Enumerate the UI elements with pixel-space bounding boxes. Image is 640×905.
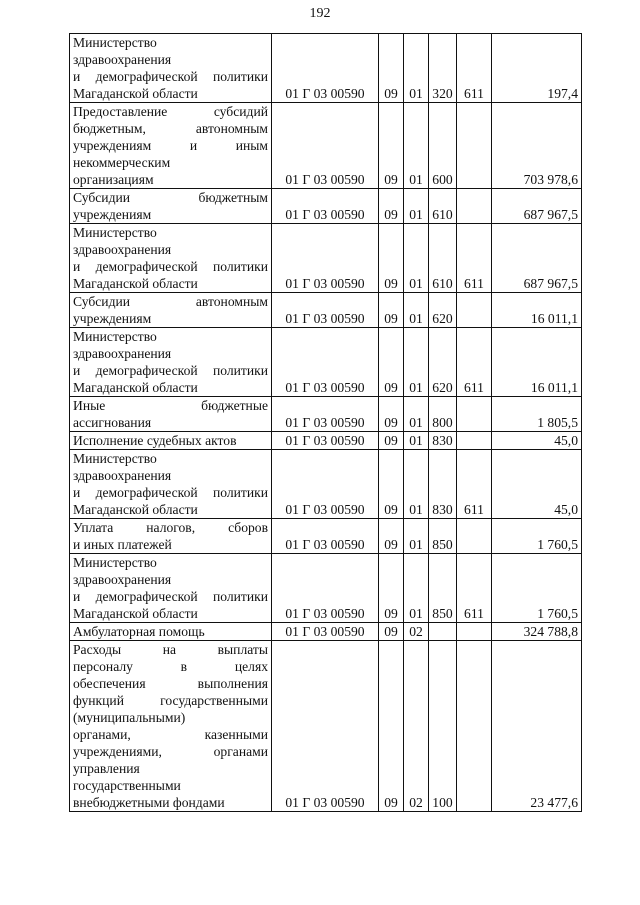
department-code-cell [457,397,492,432]
expense-type-cell: 610 [429,224,457,293]
item-name-line: Магаданской области [73,380,198,395]
item-name-line: некоммерческим [73,155,171,170]
item-name-line: и демографической политики [73,259,268,274]
item-name-line: учреждениям [73,207,152,222]
section-cell: 09 [379,450,404,519]
item-name-cell [70,623,272,641]
section-cell: 09 [379,432,404,450]
department-code-cell [457,189,492,224]
item-name-line: и демографической политики [73,485,268,500]
subsection-cell: 01 [404,554,429,623]
table-row [70,189,582,224]
amount-cell: 23 477,6 [492,641,582,812]
section-cell: 09 [379,103,404,189]
item-name-line: Уплата налогов, сборов [73,520,268,535]
classification-code-cell: 01 Г 03 00590 [272,554,379,623]
classification-code-cell: 01 Г 03 00590 [272,623,379,641]
item-name-line: персоналу в целях [73,659,268,674]
section-cell: 09 [379,397,404,432]
subsection-cell: 01 [404,397,429,432]
item-name-cell [70,397,272,432]
item-name-line: Субсидии автономным [73,294,268,309]
amount-cell: 197,4 [492,34,582,103]
expense-type-cell [429,623,457,641]
department-code-cell [457,623,492,641]
expense-type-cell: 800 [429,397,457,432]
item-name-line: обеспечения выполнения [73,676,268,691]
expense-type-cell: 100 [429,641,457,812]
item-name-line: здравоохранения [73,572,172,587]
amount-cell: 703 978,6 [492,103,582,189]
item-name-line: бюджетным, автономным [73,121,268,136]
item-name-cell [70,554,272,623]
item-name-line: управления [73,761,140,776]
classification-code-cell: 01 Г 03 00590 [272,519,379,554]
department-code-cell: 611 [457,224,492,293]
item-name-line: организациям [73,172,154,187]
table-row [70,34,582,103]
table-row [70,554,582,623]
item-name-cell [70,189,272,224]
item-name-line: Магаданской области [73,502,198,517]
table-row [70,328,582,397]
item-name-line: функций государственными [73,693,268,708]
item-name-line: Министерство [73,555,157,570]
item-name-cell [70,103,272,189]
item-name-cell [70,519,272,554]
department-code-cell: 611 [457,328,492,397]
section-cell: 09 [379,189,404,224]
expense-type-cell: 320 [429,34,457,103]
item-name-cell [70,293,272,328]
section-cell: 09 [379,623,404,641]
expense-type-cell: 610 [429,189,457,224]
item-name-line: органами, казенными [73,727,268,742]
item-name-line: здравоохранения [73,346,172,361]
table-row [70,432,582,450]
section-cell: 09 [379,641,404,812]
department-code-cell [457,641,492,812]
item-name-line: Магаданской области [73,606,198,621]
expense-type-cell: 620 [429,328,457,397]
item-name-line: Магаданской области [73,86,198,101]
expense-type-cell: 600 [429,103,457,189]
table-row [70,450,582,519]
amount-cell: 45,0 [492,432,582,450]
item-name-line: здравоохранения [73,52,172,67]
subsection-cell: 01 [404,293,429,328]
department-code-cell [457,103,492,189]
subsection-cell: 01 [404,519,429,554]
classification-code-cell: 01 Г 03 00590 [272,397,379,432]
table-row [70,293,582,328]
expense-type-cell: 850 [429,554,457,623]
amount-cell: 16 011,1 [492,328,582,397]
department-code-cell [457,293,492,328]
item-name-cell [70,34,272,103]
department-code-cell: 611 [457,34,492,103]
classification-code-cell: 01 Г 03 00590 [272,450,379,519]
item-name-line: и демографической политики [73,363,268,378]
item-name-line: и демографической политики [73,69,268,84]
classification-code-cell: 01 Г 03 00590 [272,432,379,450]
amount-cell: 1 760,5 [492,519,582,554]
section-cell: 09 [379,519,404,554]
budget-table [69,33,582,812]
item-name-cell [70,328,272,397]
item-name-line: Иные бюджетные [73,398,268,413]
item-name-line: здравоохранения [73,242,172,257]
subsection-cell: 01 [404,34,429,103]
amount-cell: 45,0 [492,450,582,519]
section-cell: 09 [379,224,404,293]
expense-type-cell: 850 [429,519,457,554]
item-name-line: учреждениям и иным [73,138,268,153]
page-number: 192 [309,6,331,21]
section-cell: 09 [379,34,404,103]
table-row [70,224,582,293]
item-name-line: и демографической политики [73,589,268,604]
classification-code-cell: 01 Г 03 00590 [272,641,379,812]
subsection-cell: 01 [404,450,429,519]
item-name-line: учреждениям [73,311,152,326]
item-name-line: и иных платежей [73,537,172,552]
expense-type-cell: 830 [429,450,457,519]
expense-type-cell: 830 [429,432,457,450]
department-code-cell [457,432,492,450]
expense-type-cell: 620 [429,293,457,328]
subsection-cell: 01 [404,432,429,450]
item-name-line: Расходы на выплаты [73,642,268,657]
item-name-line: Амбулаторная помощь [73,624,205,639]
department-code-cell: 611 [457,450,492,519]
item-name-line: Магаданской области [73,276,198,291]
table-body [70,34,582,812]
item-name-cell [70,432,272,450]
subsection-cell: 01 [404,189,429,224]
item-name-line: Предоставление субсидий [73,104,268,119]
classification-code-cell: 01 Г 03 00590 [272,293,379,328]
table-row [70,623,582,641]
table-row [70,519,582,554]
amount-cell: 687 967,5 [492,224,582,293]
classification-code-cell: 01 Г 03 00590 [272,189,379,224]
item-name-cell [70,641,272,812]
item-name-line: Министерство [73,329,157,344]
subsection-cell: 01 [404,103,429,189]
amount-cell: 16 011,1 [492,293,582,328]
item-name-line: Министерство [73,35,157,50]
table-row [70,397,582,432]
classification-code-cell: 01 Г 03 00590 [272,103,379,189]
section-cell: 09 [379,293,404,328]
item-name-line: Министерство [73,451,157,466]
classification-code-cell: 01 Г 03 00590 [272,328,379,397]
section-cell: 09 [379,554,404,623]
item-name-line: ассигнования [73,415,152,430]
item-name-line: государственными [73,778,181,793]
subsection-cell: 01 [404,328,429,397]
classification-code-cell: 01 Г 03 00590 [272,34,379,103]
classification-code-cell: 01 Г 03 00590 [272,224,379,293]
department-code-cell: 611 [457,554,492,623]
amount-cell: 1 805,5 [492,397,582,432]
subsection-cell: 02 [404,623,429,641]
item-name-line: Субсидии бюджетным [73,190,268,205]
amount-cell: 324 788,8 [492,623,582,641]
section-cell: 09 [379,328,404,397]
subsection-cell: 02 [404,641,429,812]
item-name-line: Министерство [73,225,157,240]
item-name-line: здравоохранения [73,468,172,483]
item-name-line: учреждениями, органами [73,744,268,759]
amount-cell: 1 760,5 [492,554,582,623]
subsection-cell: 01 [404,224,429,293]
department-code-cell [457,519,492,554]
table-row [70,641,582,812]
amount-cell: 687 967,5 [492,189,582,224]
item-name-cell [70,224,272,293]
item-name-cell [70,450,272,519]
item-name-line: Исполнение судебных актов [73,433,237,448]
table-row [70,103,582,189]
item-name-line: (муниципальными) [73,710,186,725]
item-name-line: внебюджетными фондами [73,795,225,810]
